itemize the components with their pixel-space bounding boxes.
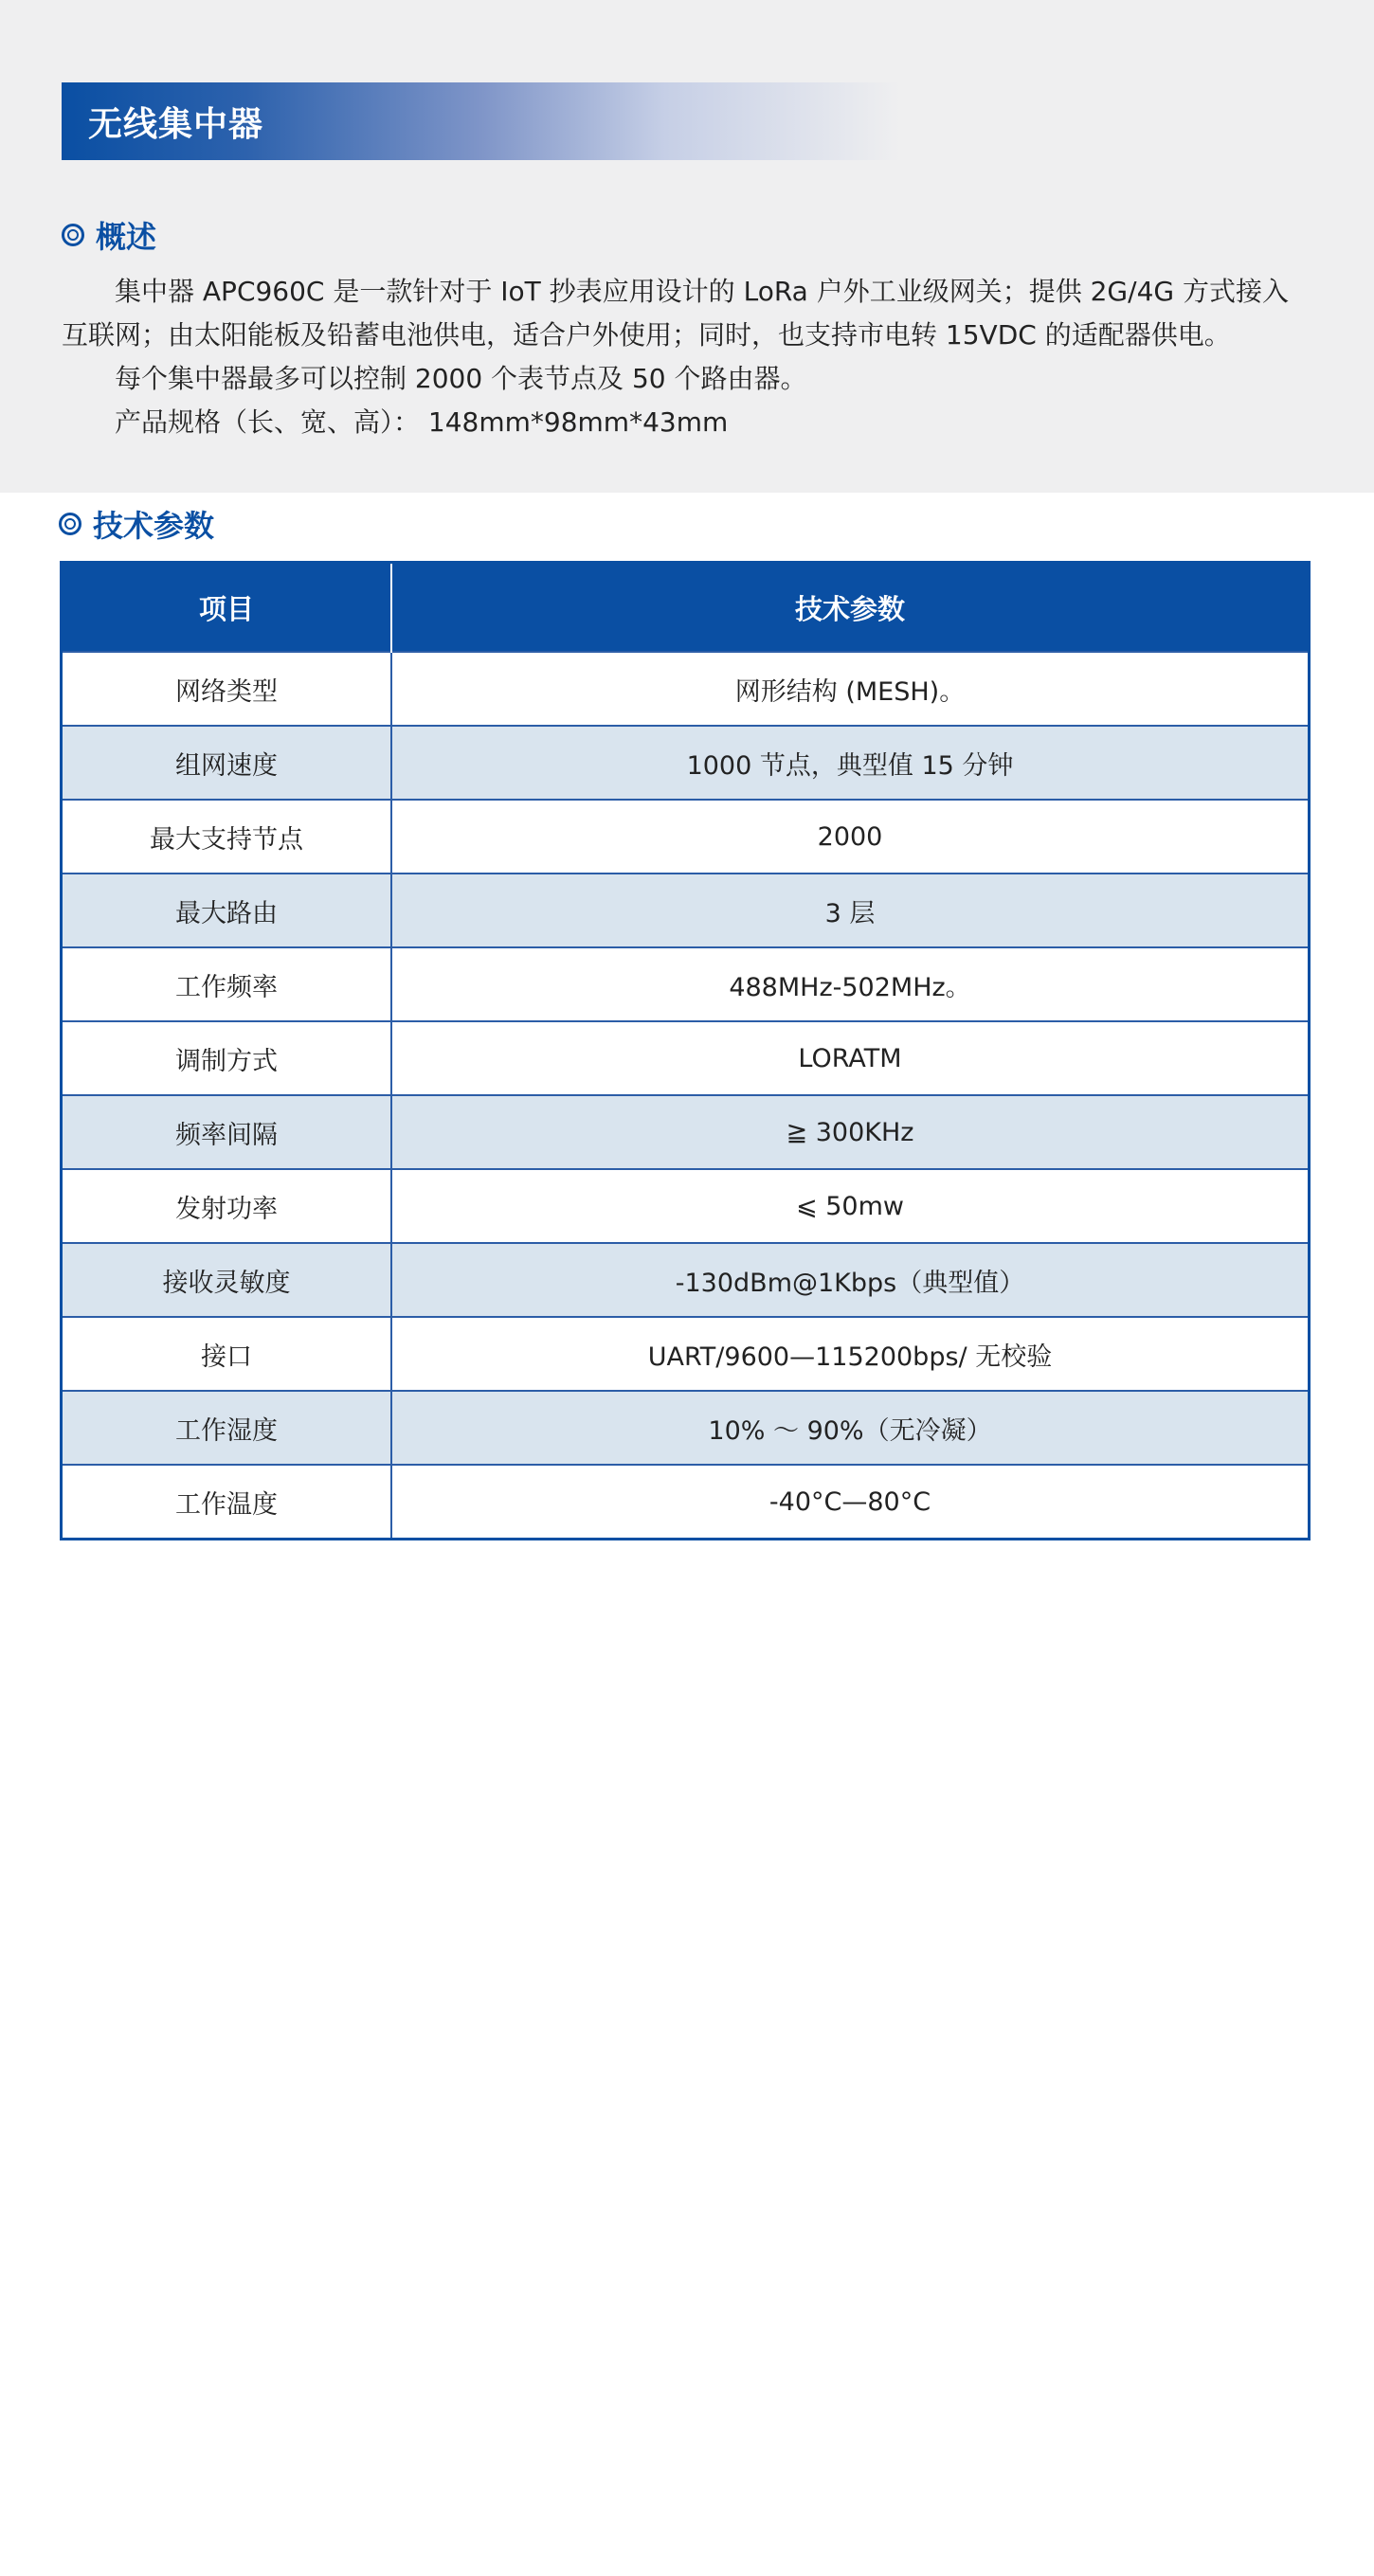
table-row — [62, 800, 1310, 874]
table-row — [62, 1095, 1310, 1169]
table-row — [62, 1021, 1310, 1095]
overview-paragraph: 产品规格（长、宽、高）： 148mm*98mm*43mm — [115, 406, 729, 438]
overview-paragraph: 集中器 APC960C 是一款针对于 IoT 抄表应用设计的 LoRa 户外工业级网关；提供 2G/4G 方式接入互联网；由太阳能板及铅蓄电池供电，适合户外使用；同时，也支持市电转 15VDC 的适配器供电。 — [62, 276, 1289, 351]
spec-name: 最大支持节点 — [62, 800, 392, 874]
overview-text — [62, 270, 1312, 444]
spec-value: 网形结构 (MESH)。 — [391, 652, 1310, 726]
table-row — [62, 1391, 1310, 1465]
spec-value: 488MHz-502MHz。 — [391, 947, 1310, 1021]
spec-name: 工作频率 — [62, 947, 392, 1021]
table-row — [62, 652, 1310, 726]
spec-name: 频率间隔 — [62, 1095, 392, 1169]
spec-value: ≧ 300KHz — [391, 1095, 1310, 1169]
table-row — [62, 1465, 1310, 1540]
spec-value: 1000 节点，典型值 15 分钟 — [391, 726, 1310, 800]
spec-value: ⩽ 50mw — [391, 1169, 1310, 1243]
spec-value: 10% ～ 90%（无冷凝） — [391, 1391, 1310, 1465]
spec-name: 网络类型 — [62, 652, 392, 726]
overview-paragraph: 每个集中器最多可以控制 2000 个表节点及 50 个路由器。 — [115, 363, 807, 394]
spec-value: UART/9600—115200bps/ 无校验 — [391, 1317, 1310, 1391]
table-row — [62, 726, 1310, 800]
spec-name: 工作温度 — [62, 1465, 392, 1540]
table-row — [62, 947, 1310, 1021]
specs-heading — [59, 502, 214, 546]
spec-name: 调制方式 — [62, 1021, 392, 1095]
spec-name: 发射功率 — [62, 1169, 392, 1243]
spec-value: -130dBm@1Kbps（典型值） — [391, 1243, 1310, 1317]
table-row — [62, 1317, 1310, 1391]
spec-value: -40°C—80°C — [391, 1465, 1310, 1540]
column-header-item: 项目 — [62, 563, 392, 653]
table-row — [62, 874, 1310, 947]
target-circle-icon — [59, 513, 81, 535]
table-header-row — [62, 563, 1310, 653]
spec-value: 3 层 — [391, 874, 1310, 947]
spec-name: 接收灵敏度 — [62, 1243, 392, 1317]
spec-name: 组网速度 — [62, 726, 392, 800]
table-row — [62, 1169, 1310, 1243]
table-row — [62, 1243, 1310, 1317]
spec-value: LORATM — [391, 1021, 1310, 1095]
overview-heading-label: 概述 — [96, 219, 157, 255]
title-banner — [62, 82, 900, 160]
overview-heading — [62, 213, 156, 257]
spec-table — [60, 561, 1311, 1540]
target-circle-icon — [62, 224, 84, 246]
specs-heading-label: 技术参数 — [93, 508, 215, 544]
column-header-value: 技术参数 — [391, 563, 1310, 653]
spec-name: 最大路由 — [62, 874, 392, 947]
spec-name: 接口 — [62, 1317, 392, 1391]
page-title: 无线集中器 — [88, 104, 264, 144]
spec-name: 工作湿度 — [62, 1391, 392, 1465]
spec-value: 2000 — [391, 800, 1310, 874]
